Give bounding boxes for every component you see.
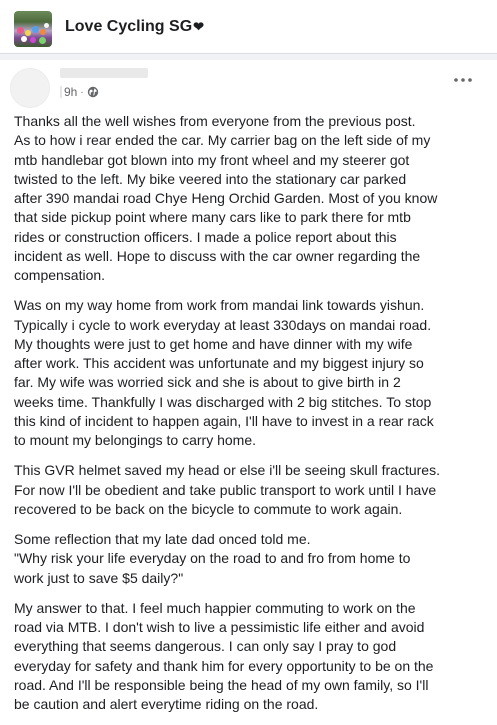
post-paragraph: My answer to that. I feel much happier commuting to work on the road via MTB. I don't wish to live a pessimistic life either and avoid everything that seems dangerous. I can only say I pray to god everyday for safety and thank him for every opportunity to be on the road. And I'll be responsible being the head of my own family, so I'll be caution and alert everytime riding on the road. — [14, 599, 434, 712]
meta-separator: · — [80, 86, 84, 98]
post-body — [14, 112, 490, 725]
post-card — [0, 60, 497, 712]
meta-redacted — [60, 86, 62, 98]
post-paragraph: Was on my way home from work from mandai link towards yishun. Typically i cycle to work everyday at least 330days on mandai road. My thoughts were just to get home and have dinner with my wife after work. This accident was unfortunate and my biggest injury so far. My wife was worried sick and she is about to give birth in 2 weeks time. Thankfully I was discharged with 2 big stitches. To stop this kind of incident to happen again, I'll have to invest in a rear rack to mount my belongings to carry home. — [14, 297, 434, 448]
group-title[interactable] — [65, 18, 204, 36]
globe-icon — [87, 86, 99, 98]
heart-icon: ❤ — [193, 19, 205, 34]
group-avatar[interactable] — [14, 11, 52, 47]
group-header — [0, 0, 497, 54]
post-paragraph: This GVR helmet saved my head or else i'll be seeing skull fractures. For now I'll be obedient and take public transport to work until I have recovered to be back on the bicycle to commute to work again. — [14, 462, 440, 517]
more-icon — [454, 78, 472, 82]
post-meta — [60, 84, 99, 100]
author-avatar[interactable] — [10, 68, 50, 108]
author-name-redacted — [60, 68, 148, 78]
post-options-button[interactable] — [451, 72, 475, 88]
group-name[interactable]: Love Cycling SG — [65, 18, 193, 35]
post-paragraph: Thanks all the well wishes from everyone from the previous post. As to how i rear ended the car. My carrier bag on the left side of my mtb handlebar got blown into my front wheel and my steerer got twisted to the left. My bike veered into the stationary car parked after 390 mandai road Chye Heng Orchid Garden. Most of you know that side pickup point where many cars like to park there for mtb rides or construction officers. I made a police report about this incident as well. Hope to discuss with the car owner regarding the compensation. — [14, 113, 438, 283]
post-timestamp[interactable]: 9h — [64, 85, 78, 99]
post-paragraph: Some reflection that my late dad onced told me. "Why risk your life everyday on the road to and fro from home to work just to save $5 daily?" — [14, 531, 411, 586]
